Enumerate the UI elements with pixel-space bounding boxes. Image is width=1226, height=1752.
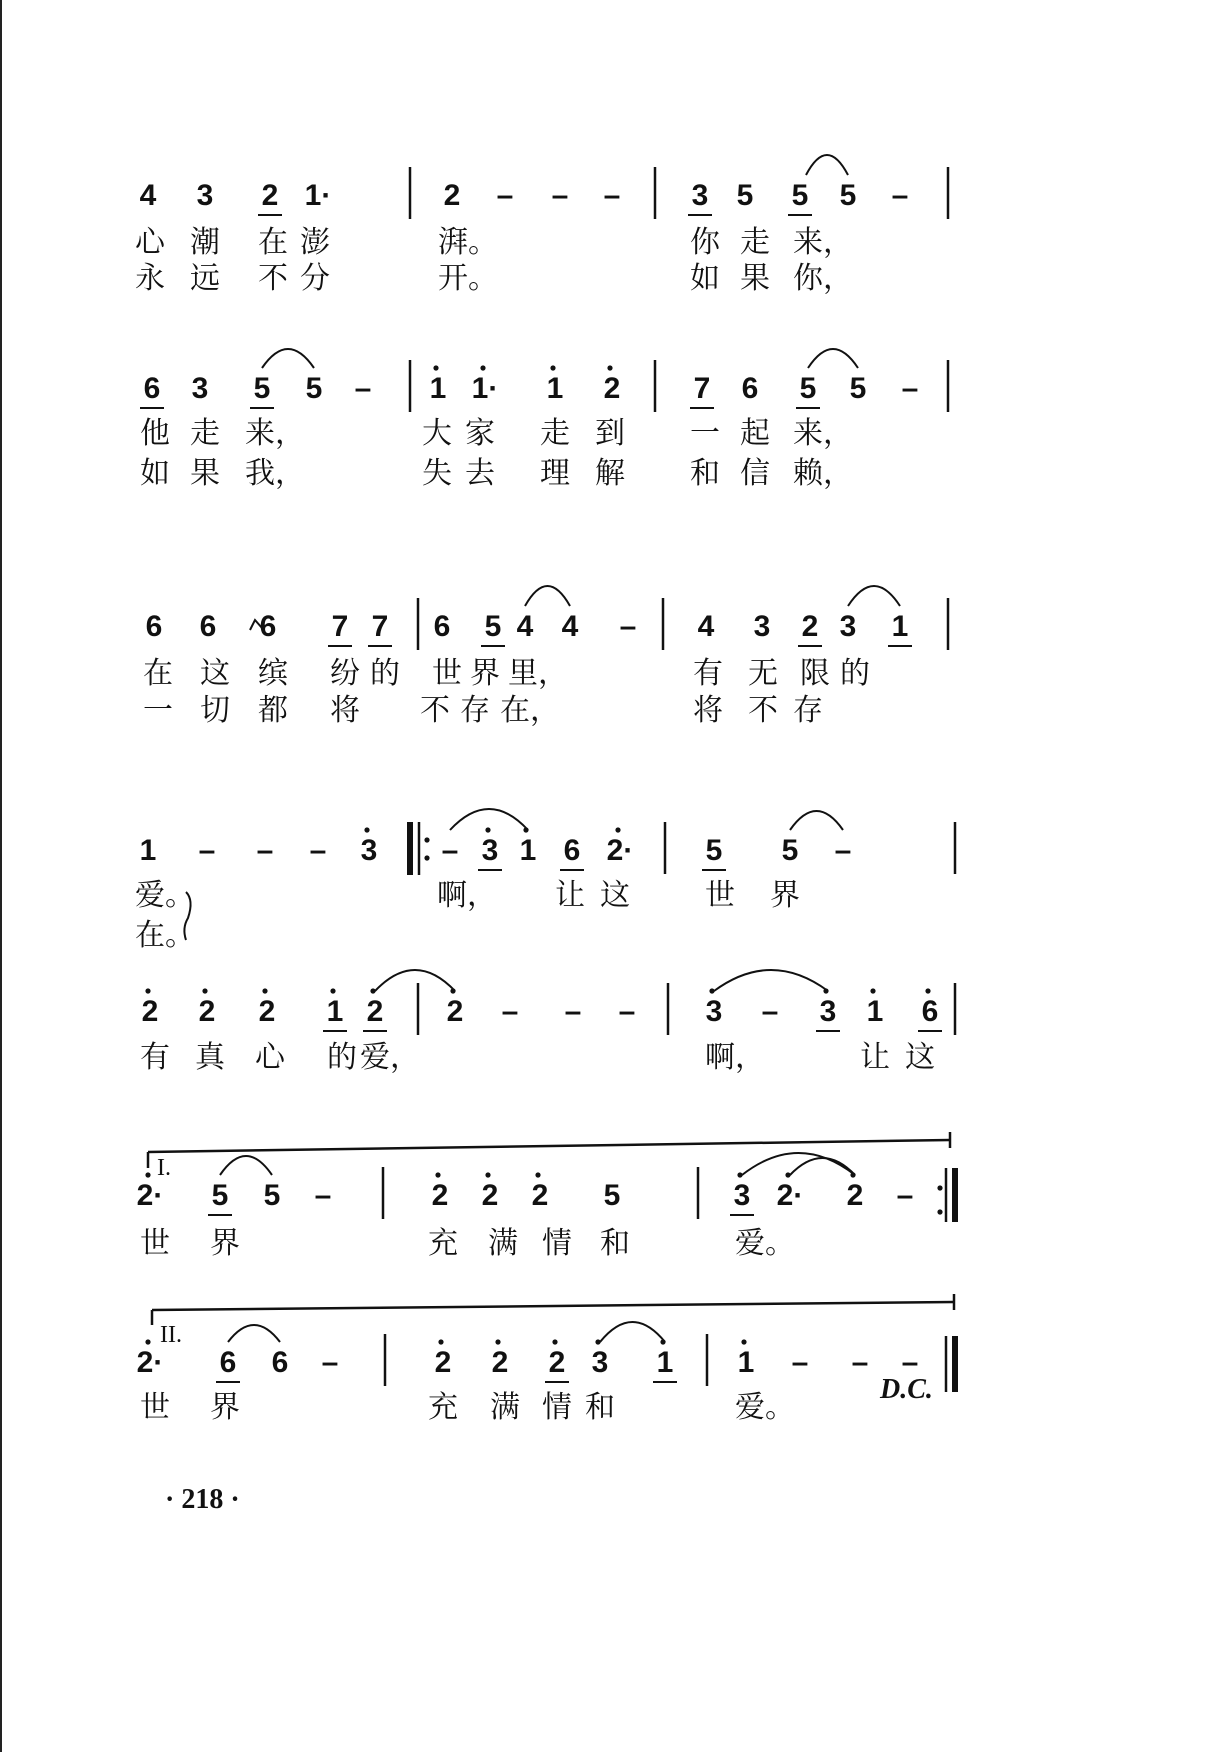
lyric-text: 充	[428, 1390, 458, 1425]
lyric-text: 限	[800, 656, 830, 691]
lyric-text: 满	[488, 1226, 518, 1261]
lyric-text: 有	[140, 1040, 170, 1075]
jianpu-note: –	[851, 1346, 869, 1379]
octave-dot	[495, 1339, 500, 1344]
jianpu-note: 5	[253, 372, 271, 405]
octave-dot	[709, 988, 714, 993]
lyric-text: 到	[595, 416, 625, 451]
jianpu-note: 5	[849, 372, 867, 405]
volta-bracket-top	[148, 1140, 950, 1152]
lyric-text: 真	[195, 1040, 225, 1075]
jianpu-note: 5	[791, 179, 809, 212]
jianpu-note: –	[354, 372, 372, 405]
lyric-text: 啊，	[437, 878, 497, 913]
lyric-text: 远	[190, 261, 220, 296]
lyric-text: 在	[258, 225, 288, 260]
lyric-text: 分	[300, 261, 330, 296]
jianpu-note: 3	[191, 372, 209, 405]
jianpu-note: –	[198, 834, 216, 867]
lyric-text: 在	[143, 656, 173, 691]
lyric-text: 情	[542, 1390, 572, 1425]
lyric-text: 的	[840, 656, 870, 691]
lyric-text: 让	[555, 878, 585, 913]
lyric-text: 理	[540, 456, 570, 491]
jianpu-note: 6	[271, 1346, 289, 1379]
lyric-text: 世	[140, 1390, 170, 1425]
jianpu-note: 1	[326, 995, 344, 1028]
octave-dot	[330, 988, 335, 993]
jianpu-note: 1	[891, 610, 909, 643]
lyric-text: 爱。	[735, 1390, 795, 1425]
jianpu-note: –	[603, 179, 621, 212]
jianpu-note: –	[441, 834, 459, 867]
lyric-text: 走	[540, 416, 570, 451]
lyric-text: 界	[470, 656, 500, 691]
jianpu-note: 3	[691, 179, 709, 212]
jianpu-note: –	[901, 1346, 919, 1379]
jianpu-note: 2	[434, 1346, 452, 1379]
slur-arc	[525, 586, 570, 606]
jianpu-note: 2	[446, 995, 464, 1028]
jianpu-note: 3	[733, 1179, 751, 1212]
lyric-text: 赖，	[793, 456, 853, 491]
slur-arc	[790, 811, 843, 830]
octave-dot	[435, 1172, 440, 1177]
octave-dot	[937, 1209, 942, 1214]
jianpu-note: 3	[819, 995, 837, 1028]
slur-arc	[450, 809, 528, 830]
lyric-text: 走	[190, 416, 220, 451]
lyric-text: 这	[905, 1040, 935, 1075]
jianpu-note: 1	[519, 834, 537, 867]
lyric-text: 来，	[245, 416, 305, 451]
jianpu-note: 1	[139, 834, 157, 867]
jianpu-note: 7	[331, 610, 349, 643]
lyric-text: 不	[748, 693, 778, 728]
jianpu-note: 1	[866, 995, 884, 1028]
lyric-text: 解	[595, 456, 625, 491]
lyric-text: 在，	[500, 693, 560, 728]
slur-arc	[848, 586, 900, 606]
octave-dot	[485, 827, 490, 832]
jianpu-note: 5	[839, 179, 857, 212]
jianpu-note: 5	[211, 1179, 229, 1212]
octave-dot	[925, 988, 930, 993]
lyric-text: 情	[542, 1226, 572, 1261]
jianpu-note: 2	[548, 1346, 566, 1379]
jianpu-note: –	[901, 372, 919, 405]
lyric-text: 果	[190, 456, 220, 491]
jianpu-note: 6	[741, 372, 759, 405]
jianpu-note: 7	[371, 610, 389, 643]
octave-dot	[424, 855, 429, 860]
lyric-text: 信	[740, 456, 770, 491]
jianpu-note: 5	[263, 1179, 281, 1212]
octave-dot	[370, 988, 375, 993]
jianpu-note: 2	[431, 1179, 449, 1212]
octave-dot	[550, 365, 555, 370]
jianpu-note: 2	[603, 372, 621, 405]
lyric-text: 这	[600, 878, 630, 913]
lyric-text: 来，	[793, 225, 853, 260]
lyric-text: 我，	[245, 456, 305, 491]
octave-dot	[424, 837, 429, 842]
lyric-text: 心	[135, 225, 165, 260]
jianpu-note: 7	[693, 372, 711, 405]
lyric-text: 纷	[330, 656, 360, 691]
lyric-text: 切	[200, 693, 230, 728]
lyric-text: 世	[432, 656, 462, 691]
lyric-text: 在。	[135, 918, 195, 953]
lyric-text: 里，	[508, 656, 568, 691]
jianpu-note: 2·	[606, 834, 634, 867]
lyric-text: 你，	[793, 261, 853, 296]
lyric-text: 不	[420, 693, 450, 728]
jianpu-note: 2	[261, 179, 279, 212]
lyric-text: 界	[770, 878, 800, 913]
da-capo-mark: D.C.	[880, 1374, 933, 1405]
octave-dot	[552, 1339, 557, 1344]
lyric-text: 爱。	[735, 1226, 795, 1261]
lyric-text: 永	[135, 261, 165, 296]
jianpu-note: –	[834, 834, 852, 867]
jianpu-note: 1	[429, 372, 447, 405]
jianpu-note: 2	[846, 1179, 864, 1212]
lyric-text: 世	[140, 1226, 170, 1261]
lyric-text: 让	[860, 1040, 890, 1075]
jianpu-note: 3	[591, 1346, 609, 1379]
jianpu-note: –	[314, 1179, 332, 1212]
jianpu-note: 2	[801, 610, 819, 643]
jianpu-note: –	[761, 995, 779, 1028]
lyric-text: 如	[690, 261, 720, 296]
octave-dot	[485, 1172, 490, 1177]
lyric-text: 开。	[438, 261, 498, 296]
octave-dot	[615, 827, 620, 832]
page-number: · 218 ·	[165, 1484, 240, 1515]
lyric-text: 和	[690, 456, 720, 491]
jianpu-note: 2·	[776, 1179, 804, 1212]
jianpu-note: 2	[491, 1346, 509, 1379]
jianpu-note: 3	[481, 834, 499, 867]
lyric-text: 心	[255, 1040, 285, 1075]
jianpu-note: 4	[697, 610, 715, 643]
jianpu-note: 5	[305, 372, 323, 405]
octave-dot	[595, 1339, 600, 1344]
jianpu-note: 2	[443, 179, 461, 212]
jianpu-note: 2	[366, 995, 384, 1028]
octave-dot	[480, 365, 485, 370]
jianpu-note: 3	[196, 179, 214, 212]
lyric-text: 失	[422, 456, 452, 491]
jianpu-note: 2	[481, 1179, 499, 1212]
lyric-text: 走	[740, 225, 770, 260]
lyric-text: 有	[693, 656, 723, 691]
octave-dot	[607, 365, 612, 370]
jianpu-note: 3	[360, 834, 378, 867]
jianpu-note: –	[309, 834, 327, 867]
jianpu-note: 6	[259, 610, 277, 643]
jianpu-note: 5	[736, 179, 754, 212]
octave-dot	[438, 1339, 443, 1344]
octave-dot	[870, 988, 875, 993]
lyric-text: 爱。	[135, 878, 195, 913]
lyric-text: 充	[428, 1226, 458, 1261]
lyric-text: 不	[258, 261, 288, 296]
jianpu-note: 4	[516, 610, 534, 643]
jianpu-note: 1	[656, 1346, 674, 1379]
lyric-text: 果	[740, 261, 770, 296]
jianpu-note: 6	[563, 834, 581, 867]
octave-dot	[937, 1185, 942, 1190]
jianpu-note: 6	[199, 610, 217, 643]
lyric-text: 家	[465, 416, 495, 451]
jianpu-note: 1	[737, 1346, 755, 1379]
jianpu-note: 2	[141, 995, 159, 1028]
jianpu-note: 6	[219, 1346, 237, 1379]
lyric-text: 起	[740, 416, 770, 451]
octave-dot	[785, 1172, 790, 1177]
jianpu-note: 6	[921, 995, 939, 1028]
lyric-text: 的	[327, 1040, 357, 1075]
jianpu-note: 5	[705, 834, 723, 867]
lyric-text: 潮	[190, 225, 220, 260]
slur-arc	[375, 970, 455, 991]
jianpu-note: –	[896, 1179, 914, 1212]
lyric-text: 澎	[300, 225, 330, 260]
jianpu-note: –	[256, 834, 274, 867]
slur-arc	[714, 970, 828, 991]
octave-dot	[741, 1339, 746, 1344]
jianpu-note: –	[551, 179, 569, 212]
slur-arc	[220, 1156, 272, 1175]
octave-dot	[737, 1172, 742, 1177]
lyric-text: 去	[465, 456, 495, 491]
lyric-text: 和	[600, 1226, 630, 1261]
slur-arc	[742, 1153, 855, 1175]
jianpu-note: 1	[546, 372, 564, 405]
jianpu-note: 5	[603, 1179, 621, 1212]
jianpu-note: 5	[484, 610, 502, 643]
lyric-text: 和	[585, 1390, 615, 1425]
jianpu-note: 2	[198, 995, 216, 1028]
lyric-text: 缤	[258, 656, 288, 691]
lyric-text: 满	[490, 1390, 520, 1425]
lyric-text: 都	[258, 693, 288, 728]
jianpu-note: –	[619, 610, 637, 643]
lyric-text: 他	[140, 416, 170, 451]
lyric-text: 将	[330, 693, 360, 728]
jianpu-note: –	[321, 1346, 339, 1379]
slur-arc	[228, 1325, 280, 1342]
jianpu-note: 6	[143, 372, 161, 405]
jianpu-note: 2·	[136, 1346, 164, 1379]
jianpu-note: 5	[781, 834, 799, 867]
octave-dot	[145, 1172, 150, 1177]
lyric-text: 的	[370, 656, 400, 691]
lyric-text: 无	[748, 656, 778, 691]
lyric-text: 来，	[793, 416, 853, 451]
jianpu-note: –	[496, 179, 514, 212]
octave-dot	[202, 988, 207, 993]
jianpu-note: 2·	[136, 1179, 164, 1212]
jianpu-note: 3	[753, 610, 771, 643]
jianpu-note: 2	[258, 995, 276, 1028]
volta-label: I.	[157, 1155, 171, 1181]
octave-dot	[262, 988, 267, 993]
lyric-text: 一	[690, 416, 720, 451]
lyric-text: 界	[210, 1226, 240, 1261]
slur-arc	[790, 1158, 855, 1175]
jianpu-note: –	[891, 179, 909, 212]
jianpu-note: 4	[139, 179, 157, 212]
lyric-text: 啊，	[705, 1040, 765, 1075]
lyric-text: 这	[200, 656, 230, 691]
jianpu-note: –	[501, 995, 519, 1028]
jianpu-note: 2	[531, 1179, 549, 1212]
octave-dot	[145, 1339, 150, 1344]
jianpu-note: 1·	[471, 372, 499, 405]
jianpu-note: 6	[433, 610, 451, 643]
lyric-text: 爱，	[360, 1040, 420, 1075]
lyric-text: 世	[705, 878, 735, 913]
octave-dot	[364, 827, 369, 832]
lyric-text: 你	[690, 225, 720, 260]
lyric-text: 界	[210, 1390, 240, 1425]
lyric-text: 一	[143, 693, 173, 728]
lyric-text: 湃。	[438, 225, 498, 260]
lyric-text: 大	[422, 416, 452, 451]
jianpu-note: 6	[145, 610, 163, 643]
lyric-text: 将	[693, 693, 723, 728]
lyric-text: 如	[140, 456, 170, 491]
lyric-text: 存	[460, 693, 490, 728]
lyric-text: 存	[793, 693, 823, 728]
slur-arc	[806, 155, 848, 175]
jianpu-note: 3	[839, 610, 857, 643]
slur-arc	[808, 349, 858, 368]
volta-bracket-top	[152, 1302, 954, 1310]
volta-label: II.	[160, 1322, 182, 1348]
jianpu-note: 3	[705, 995, 723, 1028]
jianpu-note: 4	[561, 610, 579, 643]
jianpu-note: 5	[799, 372, 817, 405]
octave-dot	[433, 365, 438, 370]
octave-dot	[535, 1172, 540, 1177]
jianpu-note: –	[791, 1346, 809, 1379]
slur-arc	[262, 349, 314, 368]
jianpu-note: –	[618, 995, 636, 1028]
jianpu-note: –	[564, 995, 582, 1028]
octave-dot	[145, 988, 150, 993]
slur-arc	[600, 1322, 665, 1342]
jianpu-note: 1·	[304, 179, 332, 212]
